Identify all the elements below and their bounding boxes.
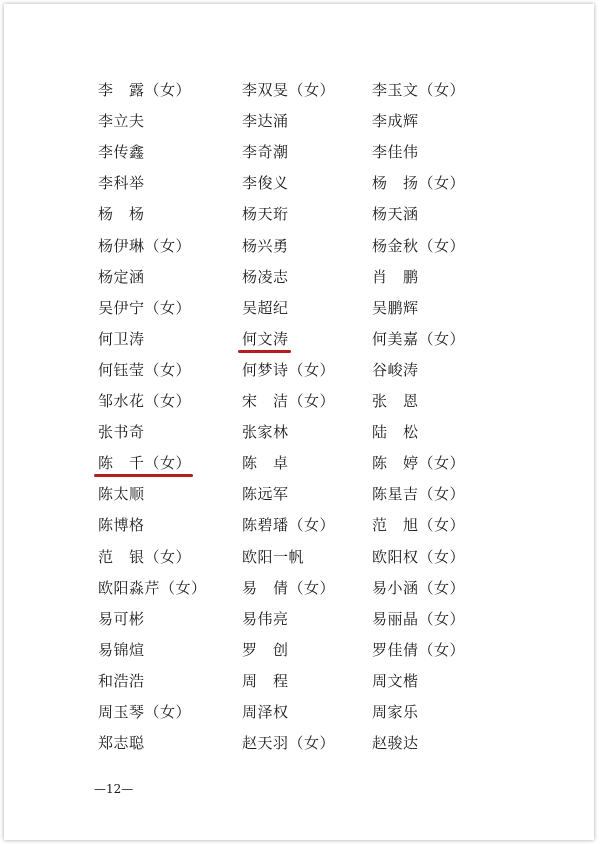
- name-entry: 何文涛: [242, 329, 289, 348]
- name-entry: 何钰莹（女）: [98, 360, 192, 379]
- name-entry: 杨天涵: [372, 205, 419, 224]
- name-entry: 周文楷: [372, 671, 419, 690]
- name-entry: 李双旻（女）: [242, 81, 336, 99]
- name-entry: 罗 创: [242, 640, 289, 659]
- name-entry: 易丽晶（女）: [372, 609, 466, 628]
- name-entry: 李玉文（女）: [372, 81, 466, 99]
- name-entry: 杨 杨: [98, 205, 145, 224]
- name-entry: 吴伊宁（女）: [98, 298, 192, 317]
- name-entry: 杨 扬（女）: [372, 174, 466, 193]
- name-entry: 邹水花（女）: [98, 392, 192, 410]
- name-entry: 陈碧璠（女）: [242, 516, 336, 535]
- name-entry: 杨定涵: [98, 267, 145, 286]
- name-entry: 何卫涛: [98, 329, 145, 348]
- name-entry: 易锦煊: [98, 640, 145, 659]
- name-entry: 吴超纪: [242, 298, 289, 317]
- name-entry: 吴鹏辉: [372, 298, 419, 317]
- name-entry: 李立夫: [98, 112, 145, 131]
- name-entry: 杨兴勇: [242, 236, 289, 255]
- red-underline-mark: [238, 350, 291, 353]
- name-entry: 周家乐: [372, 703, 419, 721]
- name-entry: 易 倩（女）: [242, 578, 336, 597]
- name-entry: 宋 洁（女）: [242, 392, 336, 410]
- name-entry: 李达涌: [242, 112, 289, 131]
- name-entry: 杨天珩: [242, 205, 289, 224]
- name-list: [4, 4, 594, 840]
- name-entry: 杨凌志: [242, 267, 289, 286]
- name-entry: 李佳伟: [372, 143, 419, 162]
- name-entry: 李奇潮: [242, 143, 289, 162]
- name-entry: 易小涵（女）: [372, 578, 466, 597]
- name-entry: 杨金秋（女）: [372, 236, 466, 255]
- name-entry: 陈 千（女）: [98, 454, 192, 473]
- name-entry: 肖 鹏: [372, 267, 419, 286]
- name-entry: 郑志聪: [98, 734, 145, 753]
- name-entry: 赵骏达: [372, 734, 419, 753]
- name-entry: 陈 婷（女）: [372, 454, 466, 473]
- name-entry: 谷峻涛: [372, 360, 419, 379]
- name-entry: 欧阳一帆: [242, 547, 305, 566]
- document-page: [4, 4, 594, 840]
- name-entry: 张 恩: [372, 392, 419, 410]
- name-entry: 欧阳淼芹（女）: [98, 578, 207, 597]
- name-entry: 赵天羽（女）: [242, 734, 336, 753]
- name-entry: 陆 松: [372, 423, 419, 442]
- name-entry: 何梦诗（女）: [242, 360, 336, 379]
- name-entry: 陈 卓: [242, 454, 289, 473]
- name-entry: 李传鑫: [98, 143, 145, 162]
- name-entry: 周 程: [242, 671, 289, 690]
- name-entry: 李科举: [98, 174, 145, 193]
- name-entry: 陈星吉（女）: [372, 485, 466, 504]
- red-underline-mark: [94, 474, 193, 477]
- name-entry: 张家林: [242, 423, 289, 442]
- name-entry: 易可彬: [98, 609, 145, 628]
- name-entry: 范 银（女）: [98, 547, 192, 566]
- name-entry: 何美嘉（女）: [372, 329, 466, 348]
- name-entry: 欧阳权（女）: [372, 547, 466, 566]
- page-number: —12—: [94, 782, 134, 796]
- name-entry: 李俊义: [242, 174, 289, 193]
- name-entry: 张书奇: [98, 423, 145, 442]
- name-entry: 范 旭（女）: [372, 516, 466, 535]
- name-entry: 李 露（女）: [98, 81, 192, 99]
- name-entry: 易伟亮: [242, 609, 289, 628]
- name-entry: 陈太顺: [98, 485, 145, 504]
- name-entry: 周玉琴（女）: [98, 703, 192, 721]
- name-entry: 杨伊琳（女）: [98, 236, 192, 255]
- name-entry: 罗佳倩（女）: [372, 640, 466, 659]
- name-entry: 李成辉: [372, 112, 419, 131]
- name-entry: 和浩浩: [98, 671, 145, 690]
- name-entry: 陈远军: [242, 485, 289, 504]
- name-entry: 陈博格: [98, 516, 145, 535]
- name-entry: 周泽权: [242, 703, 289, 721]
